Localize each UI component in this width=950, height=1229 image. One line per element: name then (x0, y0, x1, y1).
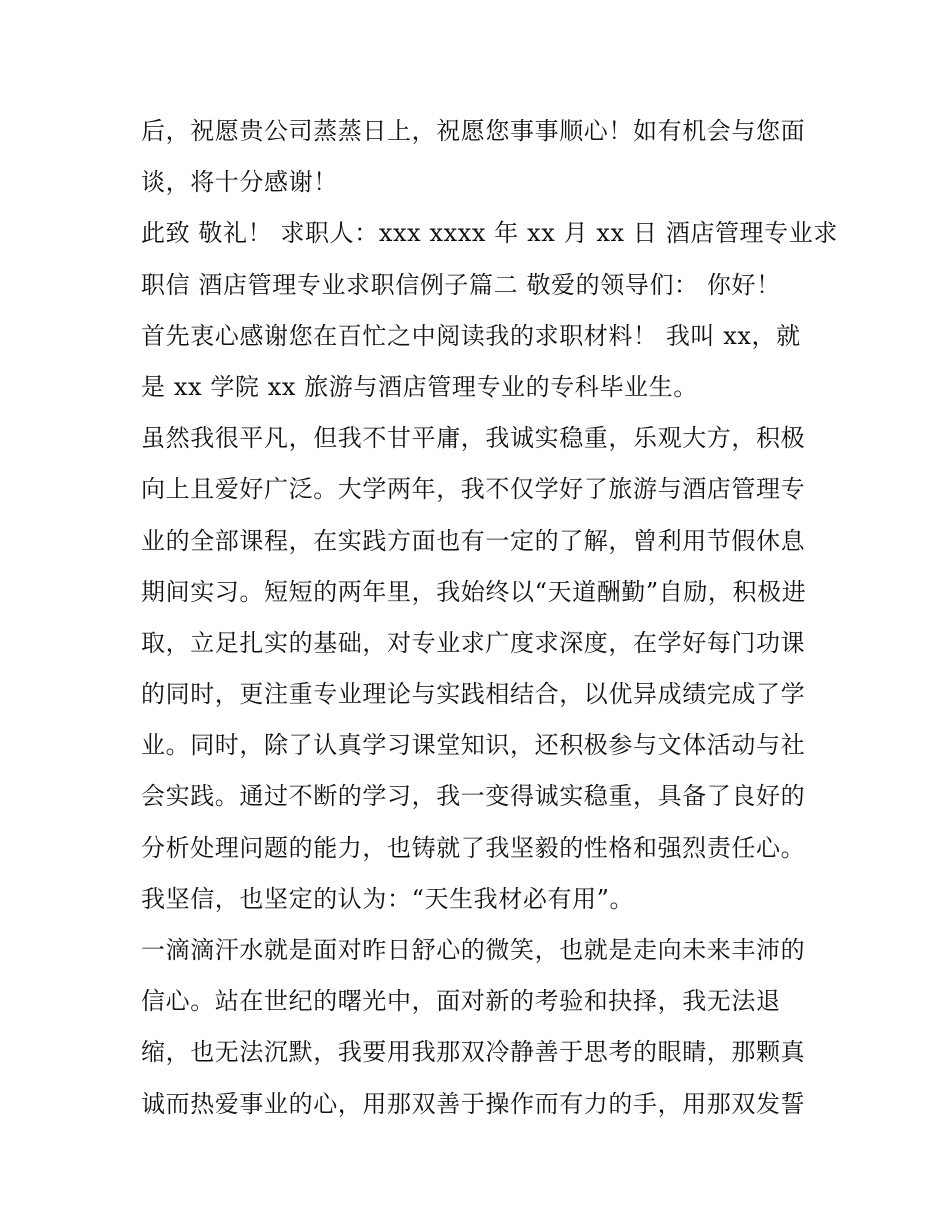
text-line: 期间实习。短短的两年里，我始终以“天道酬勤”自励，积极进 (141, 577, 807, 606)
text-line: 的同时，更注重专业理论与实践相结合，以优异成绩完成了学 (141, 680, 806, 709)
text-line: 我坚信，也坚定的认为：“天生我材必有用”。 (141, 884, 635, 913)
text-line: 取，立足扎实的基础，对专业求广度求深度，在学好每门功课 (141, 628, 806, 657)
text-line: 缩，也无法沉默，我要用我那双冷静善于思考的眼睛，那颗真 (141, 1038, 806, 1067)
text-line: 向上且爱好广泛。大学两年，我不仅学好了旅游与酒店管理专 (141, 475, 806, 504)
text-line: 会实践。通过不断的学习，我一变得诚实稳重，具备了良好的 (141, 782, 806, 811)
text-line: 业。同时，除了认真学习课堂知识，还积极参与文体活动与社 (141, 731, 806, 760)
letter-body (141, 106, 838, 1130)
text-line: 分析处理问题的能力，也铸就了我坚毅的性格和强烈责任心。 (141, 833, 806, 862)
text-line: 首先衷心感谢您在百忙之中阅读我的求职材料！ 我叫 xx，就 (141, 321, 801, 350)
text-line: 此致 敬礼！ 求职人：xxx xxxx 年 xx 月 xx 日 酒店管理专业求 (141, 219, 838, 248)
text-line: 信心。站在世纪的曙光中，面对新的考验和抉择，我无法退 (141, 987, 781, 1016)
text-line: 后，祝愿贵公司蒸蒸日上，祝愿您事事顺心！如有机会与您面 (141, 117, 806, 145)
text-line: 是 xx 学院 xx 旅游与酒店管理专业的专科毕业生。 (141, 372, 698, 401)
text-line: 职信 酒店管理专业求职信例子篇二 敬爱的领导们： 你好！ (141, 270, 781, 299)
text-line: 业的全部课程，在实践方面也有一定的了解，曾利用节假休息 (141, 526, 806, 555)
text-line: 谈，将十分感谢！ (141, 168, 338, 197)
text-line: 诚而热爱事业的心，用那双善于操作而有力的手，用那双发誓 (141, 1089, 806, 1118)
text-line: 一滴滴汗水就是面对昨日舒心的微笑，也就是走向未来丰沛的 (141, 936, 806, 964)
text-line: 虽然我很平凡，但我不甘平庸，我诚实稳重，乐观大方，积极 (141, 424, 806, 453)
